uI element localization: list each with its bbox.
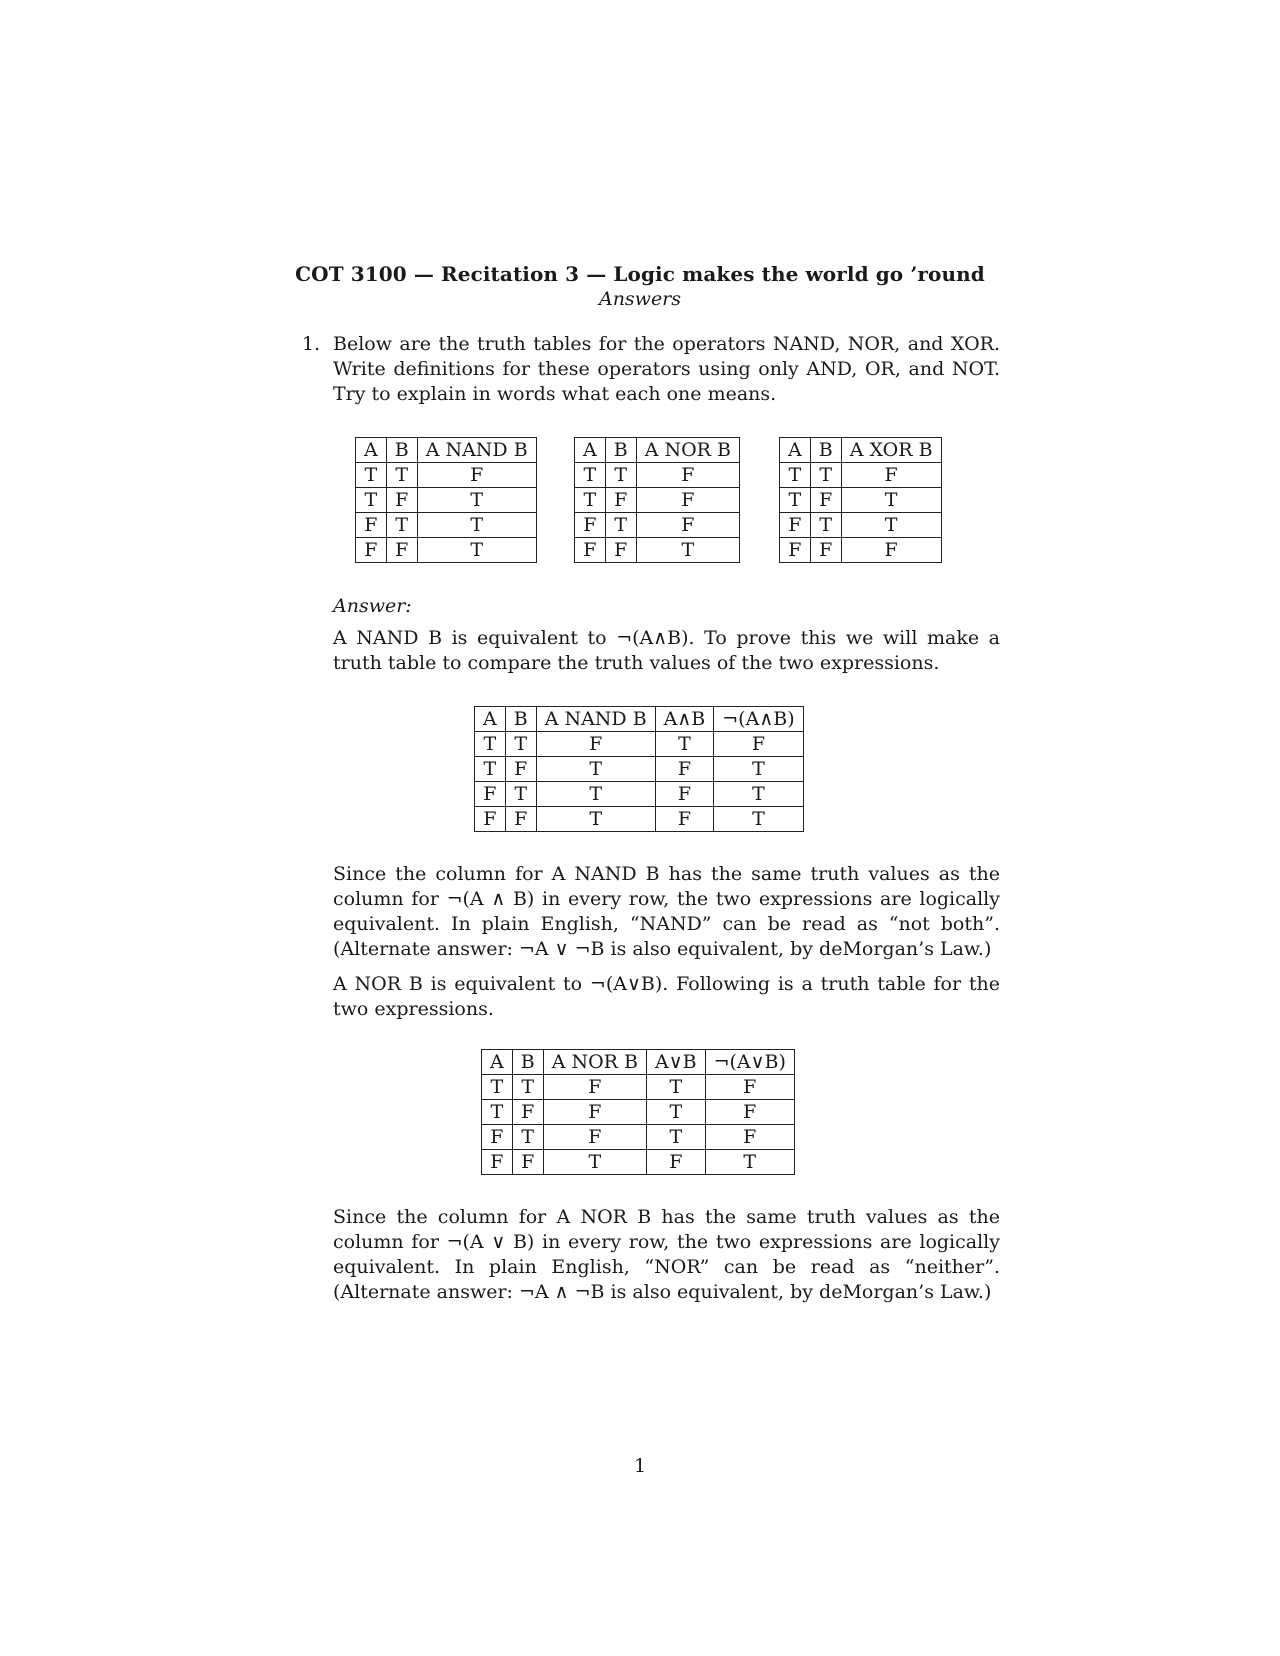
column-header: A bbox=[356, 438, 387, 463]
table-cell: T bbox=[543, 1150, 646, 1175]
table-row bbox=[575, 538, 740, 563]
table-row bbox=[575, 463, 740, 488]
table-cell: F bbox=[512, 1150, 543, 1175]
nor-conclusion: Since the column for A NOR B has the same truth values as the column for ¬(A ∨ B) in every row, the two expressions are logically equivalent. In plain English, “NOR” can be read as “neither”. (Alternate answer: ¬A ∧ ¬B is also equivalent, by deMorgan’s Law.) bbox=[333, 1206, 1000, 1303]
table-cell: F bbox=[386, 488, 417, 513]
table-cell: F bbox=[705, 1100, 794, 1125]
column-header: A NOR B bbox=[636, 438, 739, 463]
table-cell: T bbox=[841, 513, 941, 538]
column-header: A∧B bbox=[655, 707, 714, 732]
table-cell: T bbox=[646, 1075, 705, 1100]
table-cell: T bbox=[475, 757, 506, 782]
table-header-row bbox=[475, 707, 804, 732]
table-cell: T bbox=[475, 732, 506, 757]
table-cell: F bbox=[543, 1075, 646, 1100]
column-header: B bbox=[810, 438, 841, 463]
table-cell: F bbox=[636, 488, 739, 513]
table-row bbox=[482, 1150, 795, 1175]
page-title: COT 3100 — Recitation 3 — Logic makes the world go ’round bbox=[295, 262, 985, 286]
table-cell: T bbox=[417, 488, 536, 513]
table-row bbox=[780, 538, 942, 563]
table-cell: F bbox=[536, 732, 655, 757]
column-header: A bbox=[575, 438, 606, 463]
table-row bbox=[780, 513, 942, 538]
table-cell: F bbox=[705, 1075, 794, 1100]
column-header: B bbox=[505, 707, 536, 732]
table-row bbox=[356, 488, 537, 513]
table-cell: T bbox=[505, 732, 536, 757]
table-cell: F bbox=[505, 807, 536, 832]
table-row bbox=[475, 807, 804, 832]
table-cell: T bbox=[417, 538, 536, 563]
table-cell: F bbox=[810, 488, 841, 513]
column-header: ¬(A∨B) bbox=[705, 1050, 794, 1075]
table-row bbox=[356, 513, 537, 538]
table-cell: F bbox=[575, 538, 606, 563]
table-cell: T bbox=[646, 1100, 705, 1125]
table-cell: T bbox=[386, 513, 417, 538]
question-number: 1. bbox=[302, 333, 321, 355]
table-row bbox=[780, 488, 942, 513]
table-cell: T bbox=[512, 1125, 543, 1150]
table-cell: F bbox=[705, 1125, 794, 1150]
table-cell: F bbox=[386, 538, 417, 563]
answer-label: Answer: bbox=[333, 595, 412, 617]
nor-comparison-table bbox=[481, 1049, 795, 1175]
table-row bbox=[780, 463, 942, 488]
table-cell: T bbox=[714, 807, 803, 832]
table-cell: F bbox=[636, 513, 739, 538]
table-cell: F bbox=[841, 538, 941, 563]
table-row bbox=[475, 732, 804, 757]
page-subtitle: Answers bbox=[598, 288, 682, 310]
column-header: A bbox=[482, 1050, 513, 1075]
page-number: 1 bbox=[633, 1455, 647, 1477]
table-cell: F bbox=[356, 538, 387, 563]
column-header: A NOR B bbox=[543, 1050, 646, 1075]
column-header: B bbox=[512, 1050, 543, 1075]
nor-intro: A NOR B is equivalent to ¬(A∨B). Following is a truth table for the two expressions. bbox=[333, 973, 1000, 1020]
table-cell: F bbox=[646, 1150, 705, 1175]
column-header: A NAND B bbox=[417, 438, 536, 463]
table-cell: F bbox=[810, 538, 841, 563]
table-cell: T bbox=[636, 538, 739, 563]
table-cell: T bbox=[780, 463, 811, 488]
table-cell: F bbox=[605, 538, 636, 563]
table-cell: F bbox=[780, 538, 811, 563]
table-row bbox=[482, 1100, 795, 1125]
table-cell: F bbox=[505, 757, 536, 782]
table-cell: T bbox=[482, 1075, 513, 1100]
table-row bbox=[575, 513, 740, 538]
table-cell: F bbox=[543, 1100, 646, 1125]
table-row bbox=[482, 1075, 795, 1100]
table-cell: F bbox=[475, 782, 506, 807]
table-cell: T bbox=[705, 1150, 794, 1175]
table-cell: T bbox=[536, 757, 655, 782]
table-row bbox=[482, 1125, 795, 1150]
table-row bbox=[475, 757, 804, 782]
xor-truth-table bbox=[779, 437, 942, 563]
column-header: A XOR B bbox=[841, 438, 941, 463]
table-cell: T bbox=[417, 513, 536, 538]
nand-intro: A NAND B is equivalent to ¬(A∧B). To prove this we will make a truth table to compare the truth values of the two expressions. bbox=[333, 627, 1000, 674]
table-cell: T bbox=[841, 488, 941, 513]
table-cell: F bbox=[543, 1125, 646, 1150]
table-header-row bbox=[482, 1050, 795, 1075]
table-row bbox=[475, 782, 804, 807]
table-cell: F bbox=[780, 513, 811, 538]
table-cell: F bbox=[655, 782, 714, 807]
table-cell: F bbox=[655, 757, 714, 782]
table-header-row bbox=[575, 438, 740, 463]
table-cell: F bbox=[841, 463, 941, 488]
table-cell: T bbox=[714, 757, 803, 782]
table-cell: T bbox=[356, 463, 387, 488]
table-cell: T bbox=[536, 782, 655, 807]
table-cell: F bbox=[575, 513, 606, 538]
table-cell: F bbox=[417, 463, 536, 488]
table-cell: F bbox=[475, 807, 506, 832]
table-row bbox=[356, 538, 537, 563]
nand-truth-table bbox=[355, 437, 537, 563]
table-cell: T bbox=[810, 463, 841, 488]
column-header: A bbox=[475, 707, 506, 732]
table-cell: T bbox=[482, 1100, 513, 1125]
table-cell: T bbox=[575, 488, 606, 513]
table-cell: T bbox=[536, 807, 655, 832]
table-cell: F bbox=[605, 488, 636, 513]
table-cell: F bbox=[356, 513, 387, 538]
table-cell: F bbox=[636, 463, 739, 488]
table-cell: T bbox=[605, 463, 636, 488]
column-header: A NAND B bbox=[536, 707, 655, 732]
table-cell: T bbox=[575, 463, 606, 488]
column-header: B bbox=[605, 438, 636, 463]
table-row bbox=[356, 463, 537, 488]
table-row bbox=[575, 488, 740, 513]
table-cell: F bbox=[482, 1125, 513, 1150]
question-text: Below are the truth tables for the operators NAND, NOR, and XOR. Write definitions for these operators using only AND, OR, and NOT. Try to explain in words what each one means. bbox=[333, 333, 1000, 405]
table-cell: T bbox=[605, 513, 636, 538]
table-cell: T bbox=[655, 732, 714, 757]
table-cell: T bbox=[505, 782, 536, 807]
table-cell: F bbox=[714, 732, 803, 757]
table-header-row bbox=[780, 438, 942, 463]
column-header: B bbox=[386, 438, 417, 463]
column-header: A∨B bbox=[646, 1050, 705, 1075]
nand-comparison-table bbox=[474, 706, 804, 832]
table-cell: F bbox=[482, 1150, 513, 1175]
table-cell: T bbox=[714, 782, 803, 807]
table-cell: T bbox=[356, 488, 387, 513]
table-cell: T bbox=[646, 1125, 705, 1150]
table-cell: F bbox=[512, 1100, 543, 1125]
table-cell: T bbox=[512, 1075, 543, 1100]
column-header: ¬(A∧B) bbox=[714, 707, 803, 732]
column-header: A bbox=[780, 438, 811, 463]
table-cell: T bbox=[810, 513, 841, 538]
table-cell: T bbox=[386, 463, 417, 488]
nand-conclusion: Since the column for A NAND B has the same truth values as the column for ¬(A ∧ B) in every row, the two expressions are logically equivalent. In plain English, “NAND” can be read as “not both”. (Alternate answer: ¬A ∨ ¬B is also equivalent, by deMorgan’s Law.) bbox=[333, 863, 1000, 960]
nor-truth-table bbox=[574, 437, 740, 563]
table-header-row bbox=[356, 438, 537, 463]
table-cell: T bbox=[780, 488, 811, 513]
table-cell: F bbox=[655, 807, 714, 832]
